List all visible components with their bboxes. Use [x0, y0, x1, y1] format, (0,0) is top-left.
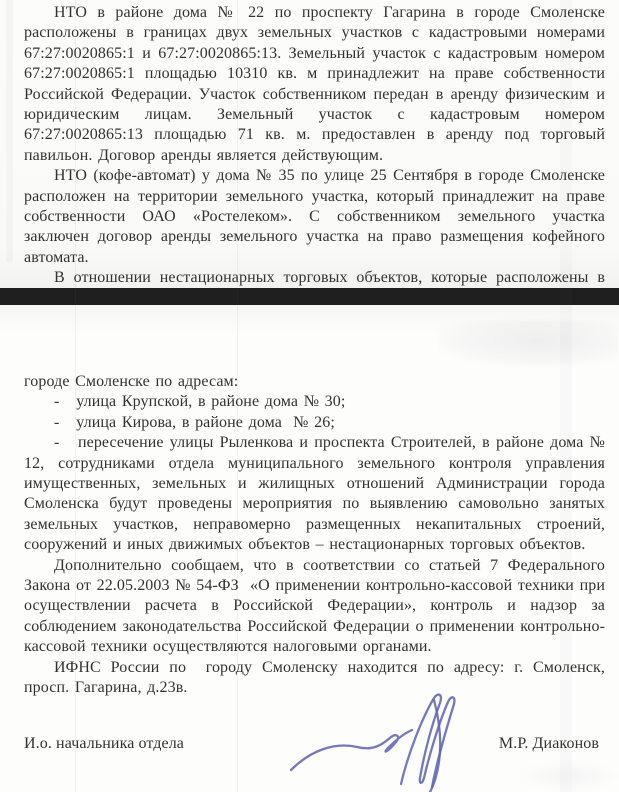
scan-fold-line	[237, 0, 238, 792]
scan-bleed-artifact	[520, 760, 619, 792]
paragraph-continuation-addresses: городе Смоленске по адресам:	[24, 373, 239, 390]
paragraph-54fz: Дополнительно сообщаем, что в соответствии со статьей 7 Федерального Закона от 22.05.2003 № 54-ФЗ «О применении контрольно-кассовой техники при осуществлении расчета в Российской Федерации», контроль и надзор за соблюдением законодательства Российской Федерации о применении контрольно-кассовой техники осуществляются налоговыми органами.	[24, 556, 605, 656]
list-item-rylenkova: - пересечение улицы Рыленкова и проспекта Строителей, в районе дома № 12, сотрудниками отдела муниципального земельного контроля управления имущественных, земельных и жилищных отношений Администрации города Смоленска будут проведены мероприятия по выявлению самовольно занятых земельных участков, неправомерно размещенных некапитальных строений, сооружений и иных движимых объектов – нестационарных торговых объектов.	[24, 434, 605, 554]
paragraph-ifns-address: ИФНС России по городу Смоленску находится по адресу: г. Смоленск, просп. Гагарина, д.23в.	[24, 658, 605, 697]
list-item-kirova: - улица Кирова, в районе дома № 26;	[54, 413, 335, 431]
page-separator-bar	[0, 288, 619, 305]
signature-name: М.Р. Диаконов	[498, 734, 599, 752]
signature-block	[24, 735, 605, 753]
scan-bleed-artifact	[438, 320, 618, 366]
list-item-krupskoy: - улица Крупской, в районе дома № 30;	[54, 393, 346, 411]
scan-fold-line	[560, 0, 572, 792]
signature-title: И.о. начальника отдела	[24, 734, 185, 752]
page-1-fragment	[0, 0, 619, 288]
scan-edge-streak	[6, 0, 13, 262]
scan-fold-line	[75, 0, 76, 792]
page-2-fragment	[0, 305, 619, 792]
paragraph-nto-gagarina: НТО в районе дома № 22 по проспекту Гагарина в городе Смоленске расположены в границах двух земельных участков с кадастровыми номерами 67:27:0020865:1 и 67:27:0020865:13. Земельный участок с кадастровым номером 67:27:0020865:1 площадью 10310 кв. м принадлежит на праве собственности Российской Федерации. Участок собственником передан в аренду физическим и юридическим лицам. Земельный участок с кадастровым номером 67:27:0020865:13 площадью 71 кв. м. предоставлен в аренду под торговый павильон. Договор аренды является действующим.	[24, 4, 605, 164]
paragraph-cutoff-line: В отношении нестационарных торговых объектов, которые расположены в	[54, 269, 605, 287]
paragraph-nto-coffee-machine: НТО (кофе-автомат) у дома № 35 по улице 25 Сентября в городе Смоленске расположен на территории земельного участка, который принадлежит на праве собственности ОАО «Ростелеком». С собственником земельного участка заключен договор аренды земельного участка на право размещения кофейного автомата.	[24, 167, 605, 266]
